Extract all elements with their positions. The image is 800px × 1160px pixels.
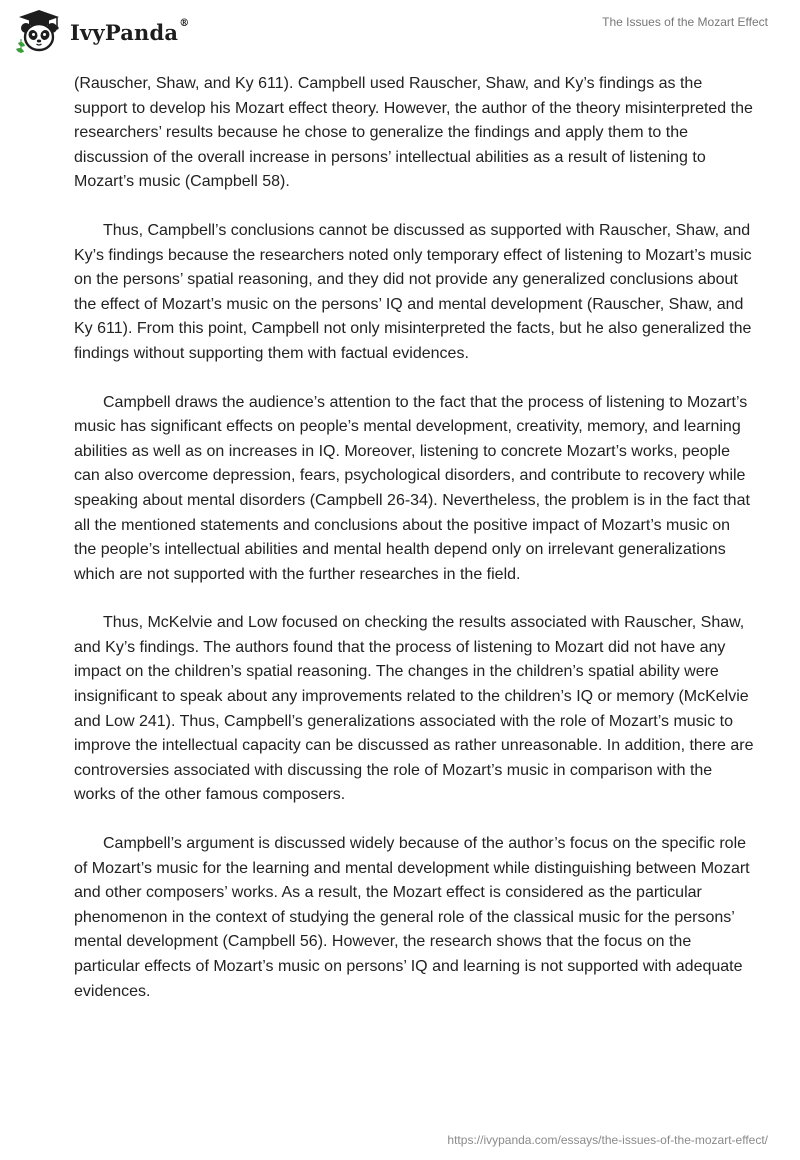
source-url[interactable]: https://ivypanda.com/essays/the-issues-of-the-mozart-effect/: [447, 1133, 768, 1147]
paragraph-5: Campbell’s argument is discussed widely because of the author’s focus on the specific role of Mozart’s music for the learning and mental development while distinguishing between Mozart and other composers’ works. As a result, the Mozart effect is considered as the particular phenomenon in the context of studying the general role of the classical music for the persons’ mental development (Campbell 56). However, the research shows that the focus on the particular effects of Mozart’s music on persons’ IQ and learning is not supported with adequate evidences.: [74, 835, 750, 1000]
document-title: The Issues of the Mozart Effect: [602, 15, 768, 29]
panda-logo-icon: [14, 9, 64, 55]
registered-mark: ®: [179, 17, 190, 29]
ivypanda-logo[interactable]: [14, 9, 189, 55]
paragraph-3: Campbell draws the audience’s attention to the fact that the process of listening to Mozart’s music has significant effects on people’s mental development, creativity, memory, and learning abilities as well as on increases in IQ. Moreover, listening to concrete Mozart’s works, people can also overcome depression, fears, psychological disorders, and contribute to recovery while speaking about mental disorders (Campbell 26-34). Nevertheless, the problem is in the fact that all the mentioned statements and conclusions about the positive impact of Mozart’s music on the people’s intellectual abilities and mental health depend only on irrelevant generalizations which are not supported with the further researches in the field.: [74, 393, 750, 583]
page-header: [0, 0, 800, 70]
paragraph-4: Thus, McKelvie and Low focused on checking the results associated with Rauscher, Shaw, and Ky’s findings. The authors found that the process of listening to Mozart did not have any impact on the children’s spatial reasoning. The changes in the children’s spatial ability were insignificant to speak about any improvements related to the children’s IQ or memory (McKelvie and Low 241). Thus, Campbell’s generalizations associated with the role of Mozart’s music to improve the intellectual capacity can be discussed as rather unreasonable. In addition, there are controversies associated with discussing the role of Mozart’s music in comparison with the works of the other famous composers.: [74, 614, 754, 804]
brand-name-text: IvyPanda: [70, 19, 179, 45]
paragraph-1: (Rauscher, Shaw, and Ky 611). Campbell used Rauscher, Shaw, and Ky’s findings as the support to develop his Mozart effect theory. However, the author of the theory misinterpreted the researchers’ results because he chose to generalize the findings and apply them to the discussion of the overall increase in persons’ intellectual abilities as a result of listening to Mozart’s music (Campbell 58).: [74, 75, 753, 191]
brand-name: [70, 17, 190, 45]
essay-body: [74, 72, 754, 1028]
paragraph-2: Thus, Campbell’s conclusions cannot be discussed as supported with Rauscher, Shaw, and Ky’s findings because the researchers noted only temporary effect of listening to Mozart’s music on the persons’ spatial reasoning, and they did not provide any generalized conclusions about the effect of Mozart’s music on the persons’ IQ and mental development (Rauscher, Shaw, and Ky 611). From this point, Campbell not only misinterpreted the facts, but he also generalized the findings without supporting them with factual evidences.: [74, 221, 752, 362]
